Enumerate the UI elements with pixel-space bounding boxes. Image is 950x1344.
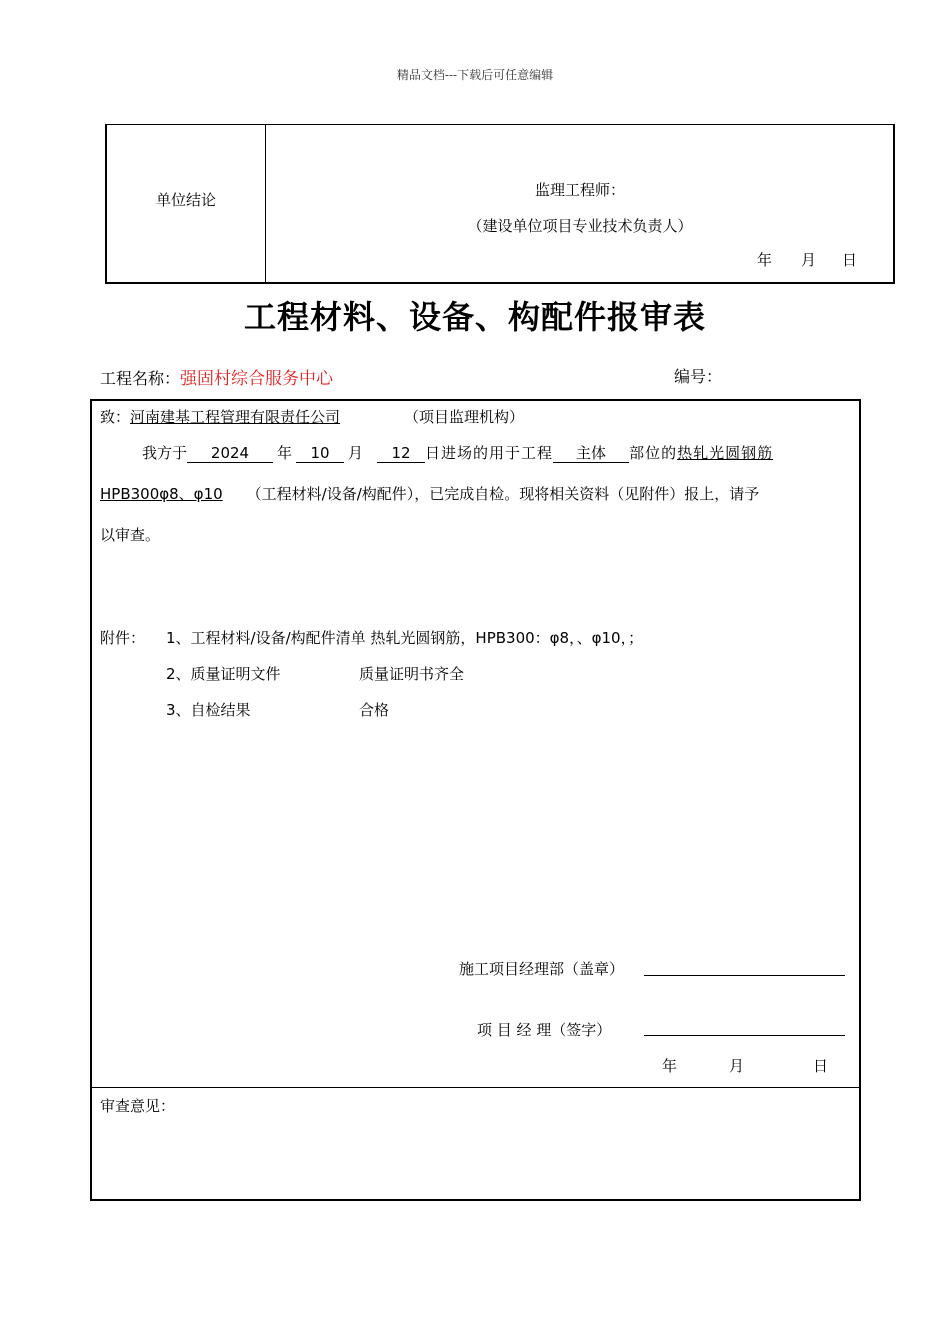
year-label: 年 [757,251,773,269]
to-name: 河南建基工程管理有限责任公司 [130,408,341,426]
attachment-2-label: 2、质量证明文件 [166,665,281,683]
text-year: 年 [277,444,293,462]
day-label: 日 [842,251,858,269]
text-p1: 我方于 [142,444,188,462]
project-name: 强固村综合服务中心 [180,369,334,389]
material-value-1: 热轧光圆钢筋 [677,444,774,462]
attachment-3-label: 3、自检结果 [166,701,251,719]
engineer-label: 监理工程师： [534,181,625,199]
attachment-2-value: 质量证明书齐全 [359,665,465,683]
dept-seal-line [644,975,845,976]
text-p2: 日进场的用于工程 [425,444,554,462]
to-org: （项目监理机构） [404,408,525,426]
dept-seal-label: 施工项目经理部（盖章） [459,960,625,978]
month-label-2: 月 [729,1057,745,1075]
section-divider [92,1087,859,1088]
attachment-1: 1、工程材料/设备/构配件清单 热轧光圆钢筋，HPB300：φ8，、φ10，； [166,629,644,647]
to-label: 致： [100,408,131,426]
unit-conclusion-label: 单位结论 [155,191,216,209]
submission-form [90,399,861,1201]
year-value: 2024 [187,444,273,463]
year-label-2: 年 [662,1057,678,1075]
text-p4: （工程材料/设备/构配件），已完成自检。现将相关资料（见附件）报上，请予 [246,485,760,503]
entry-line-2 [100,483,759,504]
day-value: 12 [377,444,425,463]
watermark: 精品文档---下载后可任意编辑 [396,68,554,82]
attachment-label: 附件： [100,629,146,647]
part-value: 主体 [553,444,629,463]
review-opinion-label: 审查意见： [100,1097,176,1115]
text-month: 月 [348,444,364,462]
manager-sign-line [644,1035,845,1036]
project-name-row [100,364,333,389]
text-p5: 以审查。 [100,526,161,544]
material-value-2: HPB300φ8、φ10 [100,485,223,503]
addressee-row [100,406,524,427]
text-p3: 部位的 [629,444,678,462]
number-label: 编号： [674,367,723,386]
project-label: 工程名称： [100,369,181,388]
attachment-3-value: 合格 [359,701,390,719]
month-label: 月 [801,251,817,269]
month-value: 10 [296,444,344,463]
day-label-2: 日 [813,1057,829,1075]
manager-sign-label: 项 目 经 理（签字） [477,1021,612,1039]
responsible-label: （建设单位项目专业技术负责人） [467,217,693,235]
column-divider [265,125,266,282]
entry-line-1 [142,442,773,463]
unit-conclusion-table [105,124,895,284]
form-title: 工程材料、设备、构配件报审表 [243,298,706,336]
